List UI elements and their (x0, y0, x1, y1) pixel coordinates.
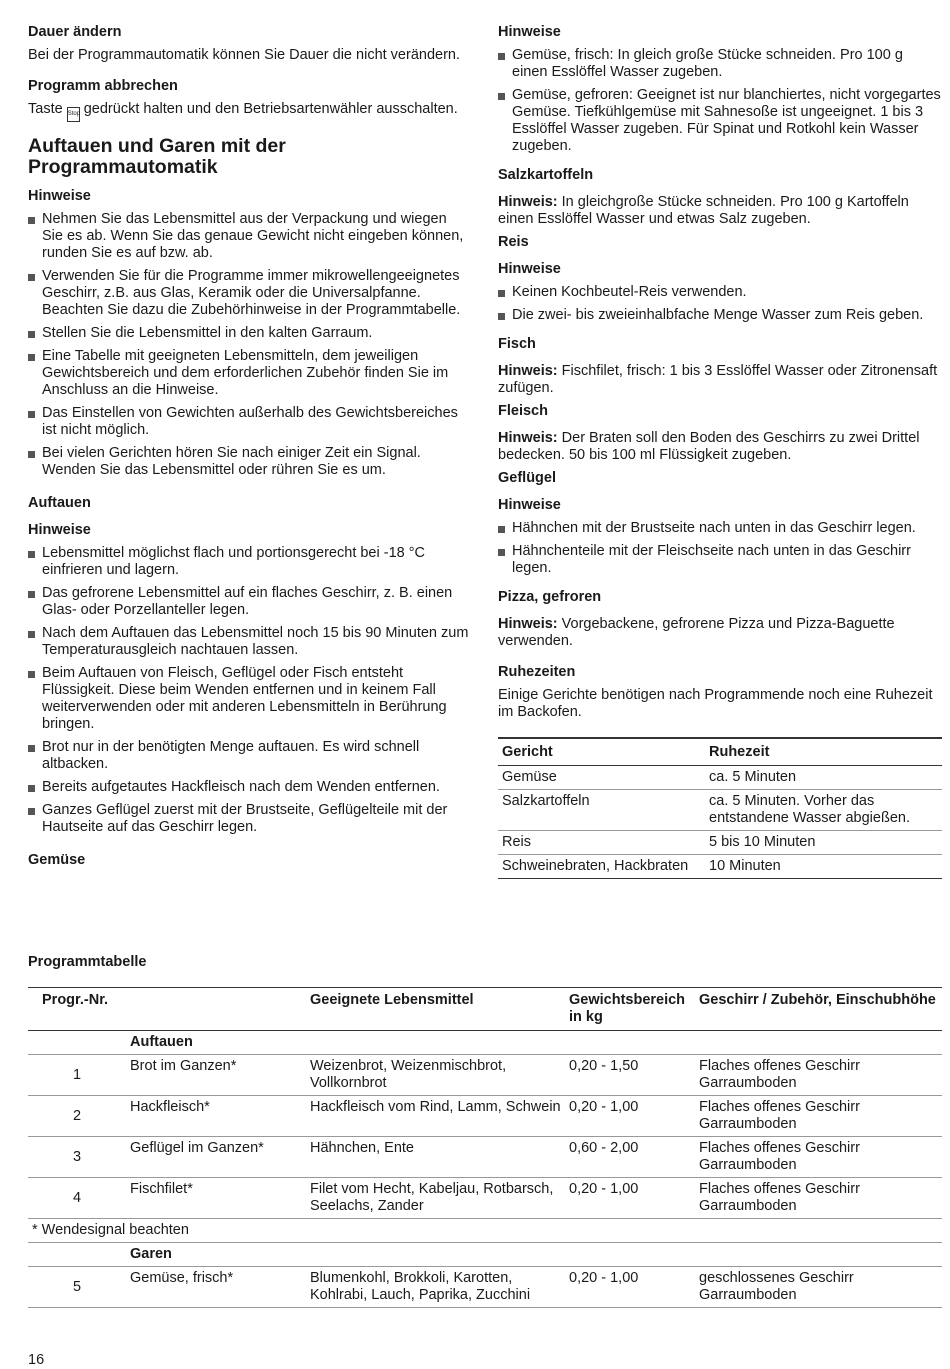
food-cell: Hähnchen, Ente (306, 1137, 565, 1178)
table-row (498, 831, 942, 855)
table-row (498, 766, 942, 790)
table-cell: 10 Minuten (705, 855, 942, 879)
left-column (28, 24, 470, 869)
hinweise-heading: Hinweise (28, 188, 91, 204)
section-row (28, 1243, 942, 1267)
dish-cell (695, 1267, 942, 1308)
column-header: Gewichtsbereich in kg (565, 988, 695, 1031)
dish-text: Flaches offenes Geschirr (699, 1140, 860, 1156)
food-cell: Filet vom Hecht, Kabeljau, Rotbarsch, Seelachs, Zander (306, 1178, 565, 1219)
fisch-text-body: Fischfilet, frisch: 1 bis 3 Esslöffel Wasser oder Zitronensaft zufügen. (498, 363, 938, 396)
weight-cell: 0,20 - 1,00 (565, 1267, 695, 1308)
hinweis-label: Hinweis: (498, 616, 558, 632)
dish-cell (695, 1055, 942, 1096)
hinweise-list (28, 211, 470, 479)
program-number: 1 (28, 1055, 126, 1096)
footnote-row (28, 1219, 942, 1243)
table-cell: Reis (498, 831, 705, 855)
list-item: Lebensmittel möglichst flach und portionsgerecht bei -18 °C einfrieren und lagern. (28, 545, 470, 579)
list-item: Brot nur in der benötigten Menge auftauen. Es wird schnell altbacken. (28, 739, 470, 773)
table-cell (28, 1031, 126, 1055)
table-cell (28, 1243, 126, 1267)
program-number: 3 (28, 1137, 126, 1178)
table-cell: 5 bis 10 Minuten (705, 831, 942, 855)
table-cell: Salzkartoffeln (498, 790, 705, 831)
column-header: Ruhezeit (705, 738, 942, 766)
table-header-row (498, 738, 942, 766)
programmtabelle-title: Programmtabelle (28, 954, 147, 970)
list-item: Nach dem Auftauen das Lebensmittel noch 15 bis 90 Minuten zum Temperaturausgleich nachtauen lassen. (28, 625, 470, 659)
pizza-heading: Pizza, gefroren (498, 589, 602, 605)
level-text: Garraumboden (699, 1075, 797, 1091)
salz-text (498, 194, 942, 228)
table-row (28, 1137, 942, 1178)
ruhezeiten-table (498, 737, 942, 879)
program-name: Geflügel im Ganzen* (126, 1137, 306, 1178)
gefluegel-heading: Geflügel (498, 470, 557, 486)
weight-cell: 0,60 - 2,00 (565, 1137, 695, 1178)
program-name: Fischfilet* (126, 1178, 306, 1219)
program-number: 4 (28, 1178, 126, 1219)
dauer-heading: Dauer ändern (28, 24, 122, 40)
food-cell: Hackfleisch vom Rind, Lamm, Schwein (306, 1096, 565, 1137)
table-cell: Schweinebraten, Hackbraten (498, 855, 705, 879)
dish-text: Flaches offenes Geschirr (699, 1058, 860, 1074)
weight-cell: 0,20 - 1,00 (565, 1096, 695, 1137)
weight-cell: 0,20 - 1,00 (565, 1178, 695, 1219)
fleisch-text-body: Der Braten soll den Boden des Geschirrs zu zwei Drittel bedecken. 50 bis 100 ml Flüssigkeit zugeben. (498, 430, 920, 463)
program-name: Brot im Ganzen* (126, 1055, 306, 1096)
list-item: Das Einstellen von Gewichten außerhalb des Gewichtsbereiches ist nicht möglich. (28, 405, 470, 439)
programmtabelle (28, 987, 942, 1308)
list-item: Bereits aufgetautes Hackfleisch nach dem Wenden entfernen. (28, 779, 470, 796)
food-cell: Blumenkohl, Brokkoli, Karotten, Kohlrabi, Lauch, Paprika, Zucchini (306, 1267, 565, 1308)
list-item: Bei vielen Gerichten hören Sie nach einiger Zeit ein Signal. Wenden Sie das Lebensmittel oder rühren Sie es um. (28, 445, 470, 479)
table-cell: ca. 5 Minuten (705, 766, 942, 790)
page-number: 16 (28, 1352, 45, 1368)
column-header: Progr.-Nr. (28, 988, 306, 1031)
fisch-text (498, 363, 942, 397)
dish-text: Flaches offenes Geschirr (699, 1099, 860, 1115)
pizza-text (498, 616, 942, 650)
hinweis-label: Hinweis: (498, 430, 558, 446)
ruhe-heading: Ruhezeiten (498, 664, 576, 680)
program-number: 2 (28, 1096, 126, 1137)
hinweis-label: Hinweis: (498, 363, 558, 379)
level-text: Garraumboden (699, 1287, 797, 1303)
dish-cell (695, 1096, 942, 1137)
weight-cell: 0,20 - 1,50 (565, 1055, 695, 1096)
stop-key-icon: Stop (67, 107, 80, 122)
column-header: Gericht (498, 738, 705, 766)
list-item: Die zwei- bis zweieinhalbfache Menge Wasser zum Reis geben. (498, 307, 942, 324)
list-item: Gemüse, frisch: In gleich große Stücke schneiden. Pro 100 g einen Esslöffel Wasser zugeben. (498, 47, 942, 81)
list-item: Hähnchen mit der Brustseite nach unten in das Geschirr legen. (498, 520, 942, 537)
list-item: Ganzes Geflügel zuerst mit der Brustseite, Geflügelteile mit der Hautseite auf das Geschirr legen. (28, 802, 470, 836)
gemuese-hinweise-list (498, 47, 942, 155)
reis-hinweise-heading: Hinweise (498, 261, 561, 277)
auftauen-hinweise-heading: Hinweise (28, 522, 91, 538)
list-item: Nehmen Sie das Lebensmittel aus der Verpackung und wiegen Sie es ab. Wenn Sie das genaue Gewicht nicht eingeben können, runden Sie es auf bzw. ab. (28, 211, 470, 262)
hinweis-label: Hinweis: (498, 194, 558, 210)
table-row (498, 855, 942, 879)
section-title: Auftauen und Garen mit der Programmautomatik (28, 135, 286, 178)
gefluegel-hinweise-list (498, 520, 942, 577)
right-column (498, 24, 942, 879)
table-cell: ca. 5 Minuten. Vorher das entstandene Wasser abgießen. (705, 790, 942, 831)
column-header: Geschirr / Zubehör, Einschubhöhe (695, 988, 942, 1031)
reis-hinweise-list (498, 284, 942, 324)
footnote: * Wendesignal beachten (28, 1219, 942, 1243)
column-header: Geeignete Lebensmittel (306, 988, 565, 1031)
list-item: Beim Auftauen von Fleisch, Geflügel oder Fisch entsteht Flüssigkeit. Diese beim Wenden entfernen und in keinem Fall weiterverwenden oder mit anderen Lebensmitteln in Berührung bringen. (28, 665, 470, 733)
list-item: Eine Tabelle mit geeigneten Lebensmitteln, dem jeweiligen Gewichtsbereich und dem erforderlichen Zubehör finden Sie im Anschluss an die Hinweise. (28, 348, 470, 399)
food-cell: Weizenbrot, Weizenmischbrot, Vollkornbrot (306, 1055, 565, 1096)
program-name: Hackfleisch* (126, 1096, 306, 1137)
fleisch-heading: Fleisch (498, 403, 548, 419)
auftauen-hinweise-list (28, 545, 470, 836)
program-name: Gemüse, frisch* (126, 1267, 306, 1308)
list-item: Hähnchenteile mit der Fleischseite nach unten in das Geschirr legen. (498, 543, 942, 577)
list-item: Gemüse, gefroren: Geeignet ist nur blanchiertes, nicht vorgegartes Gemüse. Tiefkühlgemüse mit Sahnesoße ist ungeeignet. 1 bis 3 Esslöffel Wasser zugeben. Für Spinat und Rotkohl kein Wasser zugeben. (498, 87, 942, 155)
dish-cell (695, 1137, 942, 1178)
program-number: 5 (28, 1267, 126, 1308)
table-row (498, 790, 942, 831)
gemuese-heading: Gemüse (28, 852, 86, 868)
level-text: Garraumboden (699, 1157, 797, 1173)
abbrechen-text (28, 101, 470, 122)
abbrechen-text-before: Taste (28, 101, 63, 117)
section-label: Garen (126, 1243, 942, 1267)
pizza-text-body: Vorgebackene, gefrorene Pizza und Pizza-Baguette verwenden. (498, 616, 895, 649)
table-row (28, 1055, 942, 1096)
list-item: Stellen Sie die Lebensmittel in den kalten Garraum. (28, 325, 470, 342)
fleisch-text (498, 430, 942, 464)
abbrechen-heading: Programm abbrechen (28, 78, 178, 94)
gemuese-hinweise-heading: Hinweise (498, 24, 561, 40)
table-cell: Gemüse (498, 766, 705, 790)
ruhe-text: Einige Gerichte benötigen nach Programmende noch eine Ruhezeit im Backofen. (498, 687, 933, 720)
table-header-row (28, 988, 942, 1031)
section-row (28, 1031, 942, 1055)
dish-cell (695, 1178, 942, 1219)
table-row (28, 1178, 942, 1219)
gefluegel-hinweise-heading: Hinweise (498, 497, 561, 513)
level-text: Garraumboden (699, 1198, 797, 1214)
list-item: Das gefrorene Lebensmittel auf ein flaches Geschirr, z. B. einen Glas- oder Porzellanteller legen. (28, 585, 470, 619)
salz-heading: Salzkartoffeln (498, 167, 594, 183)
dish-text: Flaches offenes Geschirr (699, 1181, 860, 1197)
section-label: Auftauen (126, 1031, 942, 1055)
level-text: Garraumboden (699, 1116, 797, 1132)
abbrechen-text-after: gedrückt halten und den Betriebsartenwähler ausschalten. (83, 101, 458, 117)
table-row (28, 1267, 942, 1308)
dauer-text: Bei der Programmautomatik können Sie Dauer die nicht verändern. (28, 47, 461, 63)
fisch-heading: Fisch (498, 336, 536, 352)
reis-heading: Reis (498, 234, 529, 250)
auftauen-heading: Auftauen (28, 495, 91, 511)
salz-text-body: In gleichgroße Stücke schneiden. Pro 100 g Kartoffeln einen Esslöffel Wasser und etwas Salz zugeben. (498, 194, 909, 227)
dish-text: geschlossenes Geschirr (699, 1270, 854, 1286)
table-row (28, 1096, 942, 1137)
list-item: Keinen Kochbeutel-Reis verwenden. (498, 284, 942, 301)
list-item: Verwenden Sie für die Programme immer mikrowellengeeignetes Geschirr, z.B. aus Glas, Keramik oder die Universalpfanne. Beachten Sie dazu die Zubehörhinweise in der Programmtabelle. (28, 268, 470, 319)
